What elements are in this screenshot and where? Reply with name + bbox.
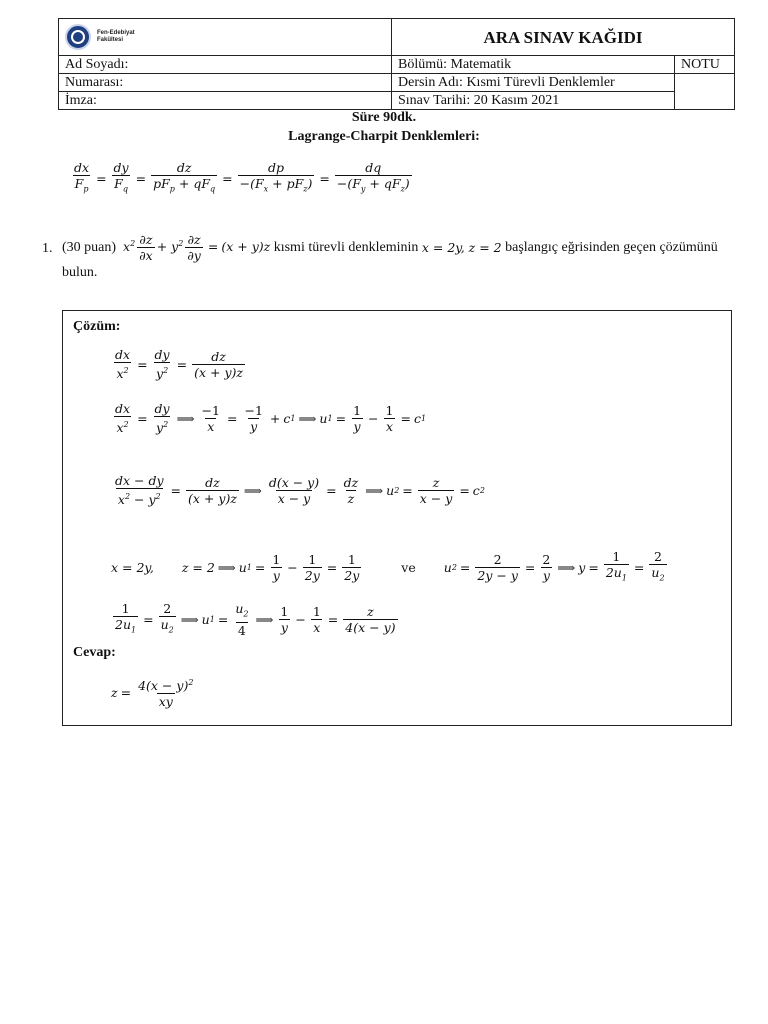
final-answer: z = $\frac{4(x - y)^2}{xy}$: [111, 678, 194, 710]
answer-label: Cevap:: [73, 645, 116, 660]
question-text-1: kısmi türevli denkleminin: [273, 239, 419, 255]
logo-text-line2: Fakültesi: [97, 37, 124, 43]
signature-label: İmza:: [59, 92, 392, 110]
question-equation: $x^2$ $\frac{\partial z}{\partial x}$ + $y^2$ $\frac{\partial z}{\partial y}$ = (x + y)z: [123, 232, 271, 263]
and-word: ve: [401, 559, 416, 575]
university-seal-icon: [65, 24, 91, 50]
exam-date: Sınav Tarihi: 20 Kasım 2021: [392, 92, 675, 110]
department: Bölümü: Matematik: [392, 56, 675, 74]
exam-header-table: [58, 18, 735, 110]
course-name: Dersin Adı: Kısmi Türevli Denklemler: [392, 74, 675, 92]
initial-curve: x = 2y, z = 2: [421, 239, 502, 255]
solution-step-1: $\frac{dx}{x^2}$ = $\frac{dy}{y^2}$ = $\frac{dz}{(x + y)z}$: [115, 347, 243, 382]
question-points: (30 puan): [62, 239, 117, 255]
question-text-2: başlangıç eğrisinden geçen çözümünü: [505, 239, 718, 255]
grade-cell: [675, 74, 735, 110]
solution-label: Çözüm:: [73, 319, 121, 334]
name-label: Ad Soyadı:: [59, 56, 392, 74]
number-label: Numarası:: [59, 74, 392, 92]
question-number: 1.: [42, 241, 53, 256]
charpit-equations: $\frac{dx}{F_p}$ = $\frac{dy}{F_q}$ = $\frac{dz}{pF_p + qF_q}$ = $\frac{dp}{-(F_x + pF_z)}$ = $\frac{dq}{-(F_y + qF_z)}$: [70, 160, 414, 197]
logo-text-line1: Fen-Edebiyat: [97, 30, 135, 36]
exam-title: ARA SINAV KAĞIDI: [392, 19, 735, 56]
solution-step-3: $\frac{dx - dy}{x^2 - y^2}$ = $\frac{dz}{(x + y)z}$ ⟹ $\frac{d(x - y)}{x - y}$ = $\frac{dz}{z}$ ⟹ u 2 = $\frac{z}{x - y}$ = c 2: [115, 473, 485, 508]
solution-box: [62, 310, 732, 726]
section-title: Lagrange-Charpit Denklemleri:: [288, 129, 480, 144]
solution-step-2: $\frac{dx}{x^2}$ = $\frac{dy}{y^2}$ ⟹ $\frac{-1}{x}$ = $\frac{-1}{y}$ + c 1 ⟹ u 1 = $\frac{1}{y}$ − $\frac{1}{x}$ = c 1: [115, 401, 427, 436]
duration: Süre 90dk.: [351, 110, 417, 125]
logo-cell: [59, 19, 392, 56]
question-text-cont: bulun.: [62, 265, 98, 280]
solution-step-4: x = 2y, z = 2 ⟹ u 1 = $\frac{1}{y}$ − $\frac{1}{2y}$ = $\frac{1}{2y}$ ve u 2 = $\frac{2}{2y - y}$ = $\frac{2}{y}$ ⟹ y = $\frac{1}{2u_1}$ = $\frac{2}{u_2}$: [111, 549, 669, 586]
grade-label: NOTU: [675, 56, 735, 74]
solution-step-5: $\frac{1}{2u_1}$ = $\frac{2}{u_2}$ ⟹ u 1 = $\frac{u_2}{4}$ ⟹ $\frac{1}{y}$ − $\frac{1}{x}$ = $\frac{z}{4(x - y)}$: [115, 601, 396, 638]
faculty-logo: [65, 24, 385, 50]
